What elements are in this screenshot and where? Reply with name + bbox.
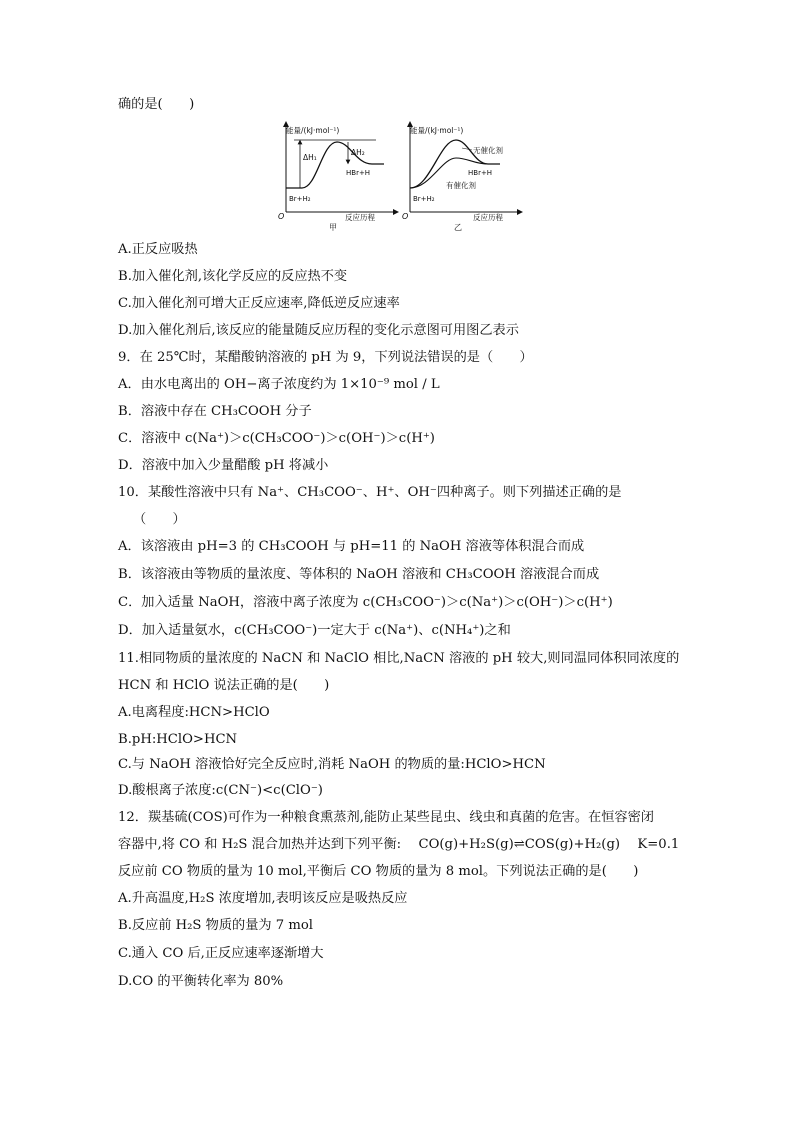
no-catalyst-pointer	[462, 148, 472, 150]
text-line: 容器中,将 CO 和 H₂S 混合加热并达到下列平衡: CO(g)+H₂S(g)⇌COS(g)+H₂(g) K=0.1	[118, 837, 680, 852]
text-line: C．加入适量 NaOH，溶液中离子浓度为 c(CH₃COO⁻)＞c(Na⁺)＞c(OH⁻)＞c(H⁺)	[118, 595, 613, 610]
text-line: C.加入催化剂可增大正反应速率,降低逆反应速率	[118, 296, 400, 311]
text-line: HCN 和 HClO 说法正确的是( )	[118, 678, 330, 693]
text-line: C.与 NaOH 溶液恰好完全反应时,消耗 NaOH 的物质的量:HClO>HCN	[118, 757, 546, 772]
product-label: HBr+H	[468, 169, 493, 177]
text-line: B.加入催化剂,该化学反应的反应热不变	[118, 269, 348, 284]
text-line: 12．羰基硫(COS)可作为一种粮食熏蒸剂,能防止某些昆虫、线虫和真菌的危害。在恒容密闭	[118, 810, 654, 825]
text-line: （ ）	[133, 512, 186, 527]
text-line: 9．在 25℃时，某醋酸钠溶液的 pH 为 9，下列说法错误的是（ ）	[118, 350, 533, 365]
dh2-label: ΔH₂	[351, 148, 365, 157]
x-axis-label: 反应历程	[473, 213, 503, 222]
origin-label: O	[278, 212, 285, 221]
text-line: 10．某酸性溶液中只有 Na⁺、CH₃COO⁻、H⁺、OH⁻四种离子。则下列描述正确的是	[118, 485, 622, 500]
energy-curve	[286, 142, 384, 188]
figure-caption: 甲	[329, 223, 337, 232]
text-line: D．溶液中加入少量醋酸 pH 将减小	[118, 458, 329, 473]
text-line: A.升高温度,H₂S 浓度增加,表明该反应是吸热反应	[118, 891, 408, 906]
text-line: 反应前 CO 物质的量为 10 mol,平衡后 CO 物质的量为 8 mol。下列说法正确的是( )	[118, 864, 639, 879]
text-line: C.通入 CO 后,正反应速率逐渐增大	[118, 946, 324, 961]
no-catalyst-label: 无催化剂	[473, 146, 503, 155]
energy-diagram-yi	[396, 118, 526, 234]
energy-diagram-jia	[272, 118, 402, 234]
text-line: B．溶液中存在 CH₃COOH 分子	[118, 404, 312, 419]
text-line: D.酸根离子浓度:c(CN⁻)<c(ClO⁻)	[118, 783, 323, 798]
text-line: 确的是( )	[118, 97, 195, 112]
text-line: A．该溶液由 pH=3 的 CH₃COOH 与 pH=11 的 NaOH 溶液等体积混合而成	[118, 539, 585, 554]
text-line: 11.相同物质的量浓度的 NaCN 和 NaClO 相比,NaCN 溶液的 pH 较大,则同温同体积同浓度的	[118, 651, 680, 666]
y-axis-label: 能量/(kJ·mol⁻¹)	[410, 126, 464, 135]
text-line: C．溶液中 c(Na⁺)＞c(CH₃COO⁻)＞c(OH⁻)＞c(H⁺)	[118, 431, 435, 446]
text-line: B.反应前 H₂S 物质的量为 7 mol	[118, 918, 314, 933]
text-line: A.电离程度:HCN>HClO	[118, 705, 270, 720]
reactant-label: Br+H₂	[413, 195, 435, 203]
text-line: A．由水电离出的 OH−离子浓度约为 1×10⁻⁹ mol / L	[118, 377, 440, 392]
text-line: D．加入适量氨水，c(CH₃COO⁻)一定大于 c(Na⁺)、c(NH₄⁺)之和	[118, 623, 511, 638]
y-axis-label: 能量/(kJ·mol⁻¹)	[286, 126, 340, 135]
origin-label: O	[402, 212, 409, 221]
product-label: HBr+H	[346, 169, 371, 177]
text-line: D.CO 的平衡转化率为 80%	[118, 974, 284, 989]
reactant-label: Br+H₂	[289, 195, 311, 203]
x-axis-label: 反应历程	[345, 213, 375, 222]
text-line: A.正反应吸热	[118, 242, 198, 257]
text-line: B.pH:HClO>HCN	[118, 732, 238, 747]
text-line: D.加入催化剂后,该反应的能量随反应历程的变化示意图可用图乙表示	[118, 323, 519, 338]
figure-caption: 乙	[454, 223, 462, 232]
with-catalyst-label: 有催化剂	[446, 181, 476, 190]
text-line: B．该溶液由等物质的量浓度、等体积的 NaOH 溶液和 CH₃COOH 溶液混合而成	[118, 567, 600, 582]
dh1-label: ΔH₁	[303, 153, 317, 162]
